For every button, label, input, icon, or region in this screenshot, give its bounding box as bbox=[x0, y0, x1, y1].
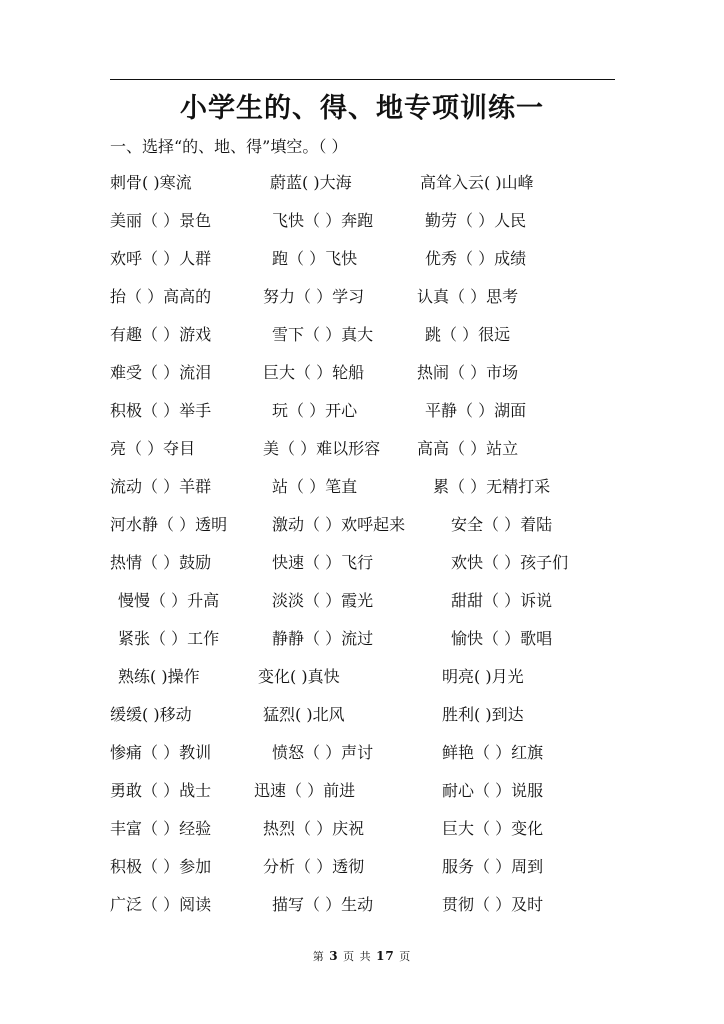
exercise-item: 愉快（ ）歌唱 bbox=[451, 629, 553, 648]
exercise-row bbox=[0, 626, 724, 652]
exercise-row bbox=[0, 436, 724, 462]
exercise-item: 积极（ ）举手 bbox=[110, 401, 212, 420]
exercise-row bbox=[0, 588, 724, 614]
exercise-item: 刺骨( )寒流 bbox=[110, 173, 192, 192]
exercise-item: 雪下（ ）真大 bbox=[272, 325, 374, 344]
exercise-item: 河水静（ ）透明 bbox=[110, 515, 228, 534]
exercise-item: 飞快（ ）奔跑 bbox=[272, 211, 374, 230]
exercise-item: 积极（ ）参加 bbox=[110, 857, 212, 876]
exercise-row bbox=[0, 816, 724, 842]
exercise-row bbox=[0, 322, 724, 348]
exercise-item: 欢快（ ）孩子们 bbox=[451, 553, 569, 572]
exercise-row bbox=[0, 778, 724, 804]
exercise-item: 跳（ ）很远 bbox=[425, 325, 511, 344]
exercise-row bbox=[0, 740, 724, 766]
exercise-item: 热情（ ）鼓励 bbox=[110, 553, 212, 572]
exercise-item: 激动（ ）欢呼起来 bbox=[272, 515, 406, 534]
exercise-item: 努力（ ）学习 bbox=[263, 287, 365, 306]
exercise-row bbox=[0, 170, 724, 196]
exercise-item: 认真（ ）思考 bbox=[417, 287, 519, 306]
exercise-item: 累（ ）无精打采 bbox=[433, 477, 551, 496]
exercise-item: 猛烈( )北风 bbox=[263, 705, 345, 724]
exercise-row bbox=[0, 892, 724, 918]
exercise-item: 热闹（ ）市场 bbox=[417, 363, 519, 382]
exercise-item: 胜利( )到达 bbox=[442, 705, 524, 724]
exercise-item: 快速（ ）飞行 bbox=[272, 553, 374, 572]
exercise-item: 巨大（ ）变化 bbox=[442, 819, 544, 838]
exercise-item: 有趣（ ）游戏 bbox=[110, 325, 212, 344]
page-footer bbox=[0, 948, 724, 964]
footer-suffix: 页 bbox=[399, 950, 412, 963]
exercise-item: 缓缓( )移动 bbox=[110, 705, 192, 724]
exercise-item: 甜甜（ ）诉说 bbox=[451, 591, 553, 610]
exercise-item: 美（ ）难以形容 bbox=[263, 439, 381, 458]
exercise-item: 跑（ ）飞快 bbox=[272, 249, 358, 268]
exercise-row bbox=[0, 208, 724, 234]
exercise-item: 变化( )真快 bbox=[258, 667, 340, 686]
exercise-item: 分析（ ）透彻 bbox=[263, 857, 365, 876]
exercise-item: 亮（ ）夺目 bbox=[110, 439, 196, 458]
exercise-item: 抬（ ）高高的 bbox=[110, 287, 212, 306]
instruction-text: 一、选择“的、地、得”填空。（ ） bbox=[110, 137, 348, 156]
exercise-item: 平静（ ）湖面 bbox=[425, 401, 527, 420]
exercise-item: 勇敢（ ）战士 bbox=[110, 781, 212, 800]
footer-prefix: 第 bbox=[312, 950, 325, 963]
exercise-item: 热烈（ ）庆祝 bbox=[263, 819, 365, 838]
exercise-row bbox=[0, 664, 724, 690]
exercise-item: 蔚蓝( )大海 bbox=[270, 173, 352, 192]
exercise-row bbox=[0, 284, 724, 310]
exercise-row bbox=[0, 398, 724, 424]
exercise-item: 巨大（ ）轮船 bbox=[263, 363, 365, 382]
exercise-item: 鲜艳（ ）红旗 bbox=[442, 743, 544, 762]
exercise-item: 难受（ ）流泪 bbox=[110, 363, 212, 382]
exercise-item: 愤怒（ ）声讨 bbox=[272, 743, 374, 762]
footer-middle: 页 共 bbox=[343, 950, 372, 963]
exercise-item: 广泛（ ）阅读 bbox=[110, 895, 212, 914]
page-title: 小学生的、得、地专项训练一 bbox=[180, 93, 544, 124]
exercise-item: 淡淡（ ）霞光 bbox=[272, 591, 374, 610]
exercise-item: 站（ ）笔直 bbox=[272, 477, 358, 496]
exercise-item: 服务（ ）周到 bbox=[442, 857, 544, 876]
exercise-row bbox=[0, 550, 724, 576]
exercise-row bbox=[0, 854, 724, 880]
exercise-row bbox=[0, 512, 724, 538]
exercise-item: 静静（ ）流过 bbox=[272, 629, 374, 648]
exercise-item: 高耸入云( )山峰 bbox=[420, 173, 534, 192]
exercise-item: 勤劳（ ）人民 bbox=[425, 211, 527, 230]
total-page-count: 17 bbox=[376, 949, 395, 963]
exercise-item: 耐心（ ）说服 bbox=[442, 781, 544, 800]
exercise-item: 流动（ ）羊群 bbox=[110, 477, 212, 496]
exercise-item: 描写（ ）生动 bbox=[272, 895, 374, 914]
exercise-item: 美丽（ ）景色 bbox=[110, 211, 212, 230]
exercise-item: 惨痛（ ）教训 bbox=[110, 743, 212, 762]
exercise-item: 优秀（ ）成绩 bbox=[425, 249, 527, 268]
exercise-item: 欢呼（ ）人群 bbox=[110, 249, 212, 268]
exercise-row bbox=[0, 246, 724, 272]
exercise-item: 高高（ ）站立 bbox=[417, 439, 519, 458]
current-page-number: 3 bbox=[329, 949, 339, 963]
exercise-row bbox=[0, 360, 724, 386]
exercise-item: 慢慢（ ）升高 bbox=[118, 591, 220, 610]
exercise-item: 明亮( )月光 bbox=[442, 667, 524, 686]
exercise-item: 安全（ ）着陆 bbox=[451, 515, 553, 534]
exercise-row bbox=[0, 474, 724, 500]
exercise-item: 紧张（ ）工作 bbox=[118, 629, 220, 648]
exercise-item: 贯彻（ ）及时 bbox=[442, 895, 544, 914]
exercise-item: 丰富（ ）经验 bbox=[110, 819, 212, 838]
exercise-item: 玩（ ）开心 bbox=[272, 401, 358, 420]
exercise-item: 熟练( )操作 bbox=[118, 667, 200, 686]
exercise-row bbox=[0, 702, 724, 728]
exercise-item: 迅速（ ）前进 bbox=[254, 781, 356, 800]
